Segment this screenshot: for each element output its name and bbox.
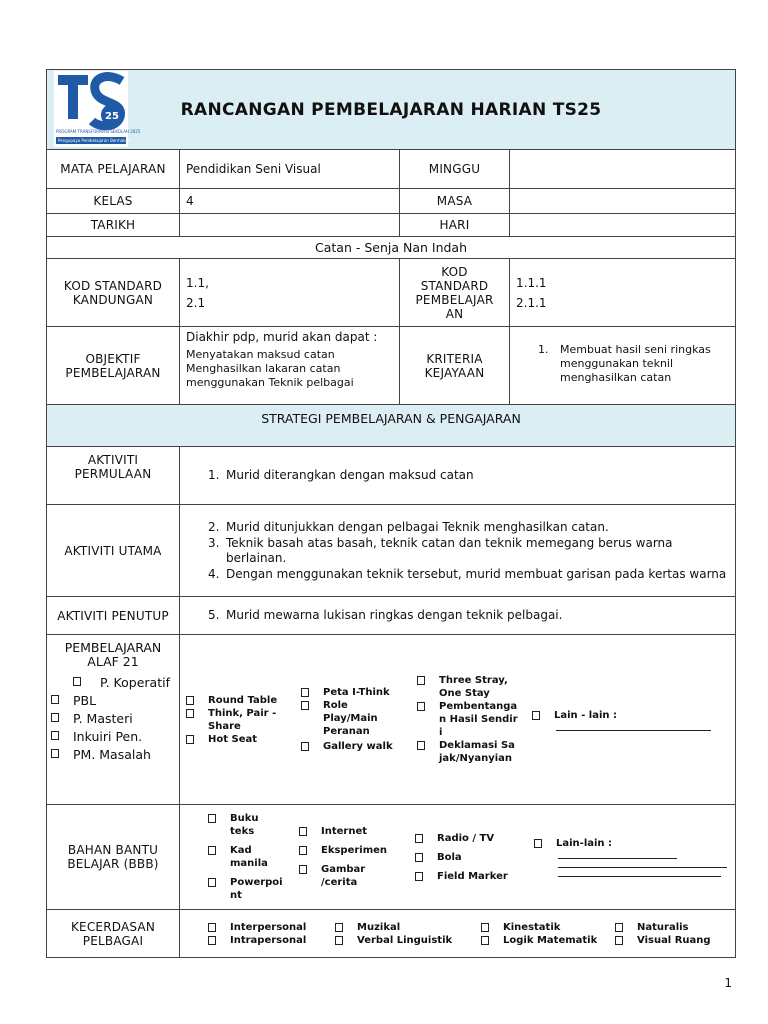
objektif-line-1: Menyatakan maksud catan xyxy=(186,348,335,361)
alaf-options xyxy=(180,635,736,805)
alaf-col-3 xyxy=(417,674,532,765)
alaf-col-2 xyxy=(301,686,417,753)
kecerdasan-col-4 xyxy=(615,921,735,947)
kelas-label: KELAS xyxy=(47,189,180,214)
hari-value xyxy=(510,214,736,237)
alaf-option-inkuiri[interactable]: Inkuiri Pen. xyxy=(51,729,175,744)
option-think-pair-share[interactable]: Think, Pair - Share xyxy=(186,707,301,733)
bbb-col-3 xyxy=(415,832,534,883)
option-buku-teks[interactable]: Buku teks xyxy=(208,812,299,838)
page-number: 1 xyxy=(724,976,732,990)
kecerdasan-options xyxy=(180,910,736,958)
option-field-marker[interactable]: Field Marker xyxy=(415,870,534,883)
checkbox-icon[interactable] xyxy=(208,878,216,887)
utama-content xyxy=(180,505,736,597)
permulaan-item: 1. Murid diterangkan dengan maksud catan xyxy=(208,468,474,482)
option-round-table[interactable]: Round Table xyxy=(186,694,301,707)
ksk-value-1: 1.1, xyxy=(186,275,209,290)
objektif-line-2: Menghasilkan lakaran catan xyxy=(186,362,341,375)
ts25-logo xyxy=(54,71,141,147)
utama-item: 3. Teknik basah atas basah, teknik catan dan teknik memegang berus warna berlainan. xyxy=(208,535,673,565)
objektif-intro: Diakhir pdp, murid akan dapat : xyxy=(186,330,378,344)
alaf-option-masteri[interactable]: P. Masteri xyxy=(51,711,175,726)
mata-pelajaran-value: Pendidikan Seni Visual xyxy=(180,150,400,189)
option-eksperimen[interactable]: Eksperimen xyxy=(299,844,415,857)
checkbox-icon[interactable] xyxy=(208,814,216,823)
checkbox-icon[interactable] xyxy=(481,936,489,945)
checkbox-icon[interactable] xyxy=(415,853,423,862)
checkbox-icon[interactable] xyxy=(51,749,59,758)
option-powerpoint[interactable]: Powerpoint xyxy=(208,876,299,902)
alaf-option-masalah[interactable]: PM. Masalah xyxy=(51,747,175,762)
option-lain-lain-bbb[interactable]: Lain-lain : xyxy=(534,837,727,850)
minggu-value xyxy=(510,150,736,189)
tarikh-label: TARIKH xyxy=(47,214,180,237)
option-muzikal[interactable]: Muzikal xyxy=(335,921,481,934)
checkbox-icon[interactable] xyxy=(208,846,216,855)
option-internet[interactable]: Internet xyxy=(299,825,415,838)
alaf-label: PEMBELAJARAN ALAF 21 xyxy=(64,640,162,669)
penutup-label: AKTIVITI PENUTUP xyxy=(47,597,180,635)
checkbox-icon[interactable] xyxy=(51,713,59,722)
bbb-line-3[interactable] xyxy=(558,876,721,877)
kecerdasan-col-2 xyxy=(335,921,481,947)
option-peta-i-think[interactable]: Peta I-Think xyxy=(301,686,417,699)
checkbox-icon[interactable] xyxy=(615,936,623,945)
alaf-col-4 xyxy=(532,709,735,731)
option-visual-ruang[interactable]: Visual Ruang xyxy=(615,934,735,947)
penutup-item: 5. Murid mewarna lukisan ringkas dengan teknik pelbagai. xyxy=(208,608,563,622)
checkbox-icon[interactable] xyxy=(299,827,307,836)
checkbox-icon[interactable] xyxy=(335,923,343,932)
objektif-label: OBJEKTIF PEMBELAJARAN xyxy=(47,327,180,405)
checkbox-icon[interactable] xyxy=(615,923,623,932)
kriteria-number: 1. xyxy=(538,343,549,356)
option-role-play[interactable]: Role Play/Main Peranan xyxy=(301,699,417,738)
utama-item: 4. Dengan menggunakan teknik tersebut, murid membuat garisan pada kertas warna xyxy=(208,566,727,581)
bbb-col-1 xyxy=(208,812,299,902)
kriteria-content xyxy=(510,327,736,405)
kriteria-label: KRITERIA KEJAYAAN xyxy=(400,327,510,405)
option-gambar-cerita[interactable]: Gambar /cerita xyxy=(299,863,415,889)
ksp-label: KOD STANDARD PEMBELAJAR AN xyxy=(400,259,510,327)
checkbox-icon[interactable] xyxy=(335,936,343,945)
checkbox-icon[interactable] xyxy=(186,709,194,718)
option-deklamasi[interactable]: Deklamasi Sajak/Nyanyian xyxy=(417,739,532,765)
bbb-col-4 xyxy=(534,837,735,877)
bbb-col-2 xyxy=(299,825,415,889)
kecerdasan-col-1 xyxy=(208,921,335,947)
lesson-plan-sheet xyxy=(46,69,735,958)
checkbox-icon[interactable] xyxy=(208,936,216,945)
ksp-value-2: 2.1.1 xyxy=(516,295,547,310)
option-three-stray[interactable]: Three Stray, One Stay xyxy=(417,674,532,700)
kelas-value: 4 xyxy=(180,189,400,214)
checkbox-icon[interactable] xyxy=(481,923,489,932)
header-cell xyxy=(47,70,736,150)
ksp-value-1: 1.1.1 xyxy=(516,275,547,290)
checkbox-icon[interactable] xyxy=(301,742,309,751)
checkbox-icon[interactable] xyxy=(301,688,309,697)
checkbox-icon[interactable] xyxy=(417,702,425,711)
kecerdasan-label: KECERDASAN PELBAGAI xyxy=(47,910,180,958)
lain-lain-line[interactable] xyxy=(556,730,711,731)
checkbox-icon[interactable] xyxy=(299,846,307,855)
checkbox-icon[interactable] xyxy=(208,923,216,932)
option-radio-tv[interactable]: Radio / TV xyxy=(415,832,534,845)
option-verbal-linguistik[interactable]: Verbal Linguistik xyxy=(335,934,481,947)
option-lain-lain[interactable]: Lain - lain : xyxy=(532,709,735,722)
option-hot-seat[interactable]: Hot Seat xyxy=(186,733,301,746)
ksk-label: KOD STANDARD KANDUNGAN xyxy=(47,259,180,327)
checkbox-icon[interactable] xyxy=(532,711,540,720)
lesson-plan-table xyxy=(46,69,736,958)
option-bola[interactable]: Bola xyxy=(415,851,534,864)
alaf-option-pbl[interactable]: PBL xyxy=(51,693,175,708)
minggu-label: MINGGU xyxy=(400,150,510,189)
penutup-content xyxy=(180,597,736,635)
bbb-line-2[interactable] xyxy=(558,867,727,868)
alaf-cell xyxy=(47,635,180,805)
mata-pelajaran-label: MATA PELAJARAN xyxy=(47,150,180,189)
checkbox-icon[interactable] xyxy=(301,701,309,710)
logo-caption-1: PROGRAM TRANSFORMASI SEKOLAH 2025 xyxy=(56,129,141,134)
checkbox-icon[interactable] xyxy=(51,695,59,704)
objektif-line-3: menggunakan Teknik pelbagai xyxy=(186,376,354,389)
utama-item: 2. Murid ditunjukkan dengan pelbagai Teknik menghasilkan catan. xyxy=(208,519,609,534)
option-pembentangan[interactable]: Pembentangan Hasil Sendiri xyxy=(417,700,532,739)
ksp-values xyxy=(510,259,736,327)
option-gallery-walk[interactable]: Gallery walk xyxy=(301,740,417,753)
page-title: RANCANGAN PEMBELAJARAN HARIAN TS25 xyxy=(180,99,602,120)
option-intrapersonal[interactable]: Intrapersonal xyxy=(208,934,335,947)
option-naturalis[interactable]: Naturalis xyxy=(615,921,735,934)
objektif-content xyxy=(180,327,400,405)
bbb-options xyxy=(180,805,736,910)
checkbox-icon[interactable] xyxy=(534,839,542,848)
option-logik-matematik[interactable]: Logik Matematik xyxy=(481,934,615,947)
checkbox-icon[interactable] xyxy=(51,731,59,740)
logo-caption-2: Pengupaya Pembelajaran Bermakna xyxy=(58,138,131,143)
masa-value xyxy=(510,189,736,214)
topic-title: Catan - Senja Nan Indah xyxy=(47,237,736,259)
permulaan-content xyxy=(180,447,736,505)
tarikh-value xyxy=(180,214,400,237)
masa-label: MASA xyxy=(400,189,510,214)
bbb-label: BAHAN BANTU BELAJAR (BBB) xyxy=(47,805,180,910)
bbb-line-1[interactable] xyxy=(558,858,677,859)
alaf-option-koperatif[interactable]: P. Koperatif xyxy=(51,675,175,690)
option-interpersonal[interactable]: Interpersonal xyxy=(208,921,335,934)
checkbox-icon[interactable] xyxy=(299,865,307,874)
option-kinestatik[interactable]: Kinestatik xyxy=(481,921,615,934)
checkbox-icon[interactable] xyxy=(186,696,194,705)
alaf-col-1 xyxy=(186,694,301,746)
ksk-value-2: 2.1 xyxy=(186,295,206,310)
checkbox-icon[interactable] xyxy=(417,676,425,685)
hari-label: HARI xyxy=(400,214,510,237)
checkbox-icon[interactable] xyxy=(415,872,423,881)
checkbox-icon[interactable] xyxy=(415,834,423,843)
strategy-title: STRATEGI PEMBELAJARAN & PENGAJARAN xyxy=(47,405,736,447)
utama-label: AKTIVITI UTAMA xyxy=(47,505,180,597)
kecerdasan-col-3 xyxy=(481,921,615,947)
checkbox-icon[interactable] xyxy=(73,677,81,686)
checkbox-icon[interactable] xyxy=(417,741,425,750)
logo-number: 25 xyxy=(105,111,119,122)
checkbox-icon[interactable] xyxy=(186,735,194,744)
permulaan-label: AKTIVITI PERMULAAN xyxy=(47,447,180,505)
option-kad-manila[interactable]: Kad manila xyxy=(208,844,299,870)
kriteria-text: Membuat hasil seni ringkas menggunakan teknil menghasilkan catan xyxy=(560,343,711,384)
ksk-values xyxy=(180,259,400,327)
